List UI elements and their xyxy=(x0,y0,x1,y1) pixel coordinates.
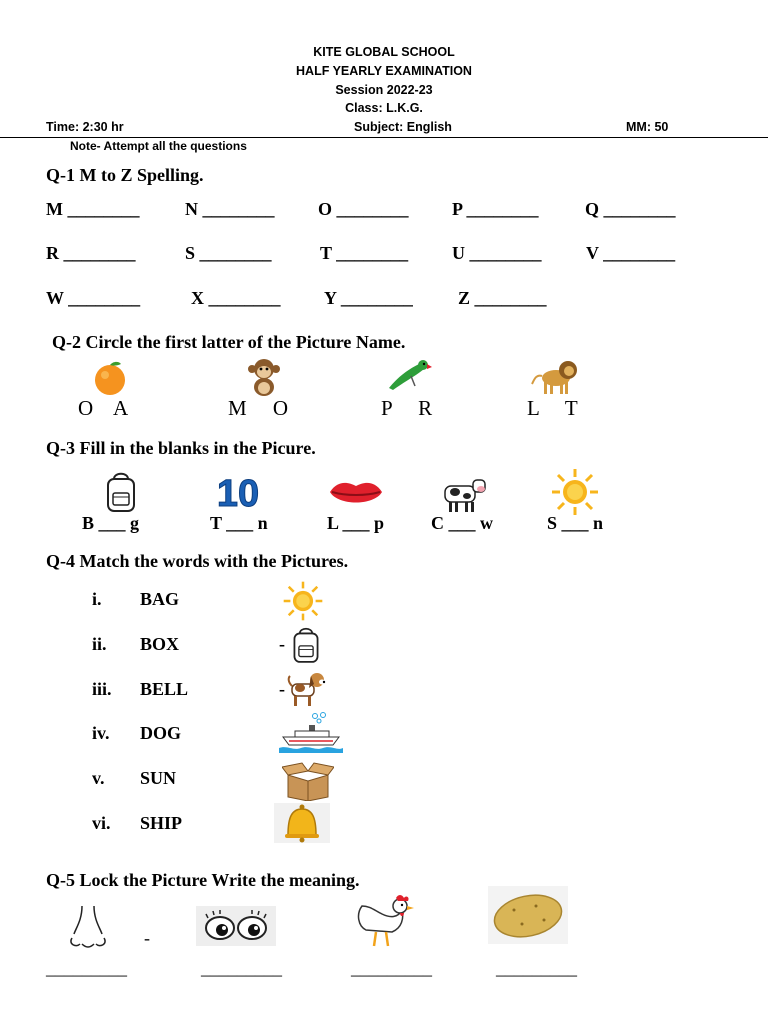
session: Session 2022-23 xyxy=(335,83,433,97)
q4-word: BAG xyxy=(140,589,180,609)
subject-label: Subject: English xyxy=(354,120,452,134)
q2-options-lion: L T xyxy=(527,396,578,420)
q1-cell: V ________ xyxy=(586,243,676,263)
q2-options-monkey: M O xyxy=(228,396,289,420)
bag-icon xyxy=(103,471,139,513)
q1-title: Q-1 M to Z Spelling. xyxy=(46,165,204,185)
note: Note- Attempt all the questions xyxy=(70,139,247,153)
q4-word: BOX xyxy=(140,634,180,654)
q2-options-parrot: P R xyxy=(381,396,433,420)
q1-cell: R ________ xyxy=(46,243,136,263)
hen-icon xyxy=(352,892,416,952)
box-icon xyxy=(282,761,334,801)
q1-cell: N ________ xyxy=(185,199,275,219)
number-ten-icon xyxy=(213,473,263,513)
cow-icon xyxy=(441,474,487,514)
bell-icon xyxy=(274,803,330,843)
orange-icon xyxy=(91,360,129,396)
q4-word: DOG xyxy=(140,723,182,743)
q4-num: vi. xyxy=(92,813,111,833)
q1-cell: M ________ xyxy=(46,199,140,219)
q4-num: v. xyxy=(92,768,105,788)
q3-blank-lips: L ___ p xyxy=(327,513,385,533)
q2-title: Q-2 Circle the first latter of the Picture Name. xyxy=(52,332,406,352)
q3-title: Q-3 Fill in the blanks in the Picure. xyxy=(46,438,316,458)
q4-title: Q-4 Match the words with the Pictures. xyxy=(46,551,349,571)
eyes-icon xyxy=(196,906,276,946)
school-name: KITE GLOBAL SCHOOL xyxy=(313,45,455,59)
q4-word: SHIP xyxy=(140,813,183,833)
q4-num: ii. xyxy=(92,634,107,654)
q5-blank: _________ xyxy=(496,958,577,978)
q3-blank-cow: C ___ w xyxy=(431,513,493,533)
q5-dot: - xyxy=(144,928,150,948)
q4-dash: - xyxy=(279,679,285,699)
q4-word: BELL xyxy=(140,679,189,699)
lion-icon xyxy=(530,356,578,396)
ship-icon xyxy=(279,711,343,753)
q5-blank: _________ xyxy=(201,958,282,978)
q1-cell: T ________ xyxy=(320,243,409,263)
parrot-icon xyxy=(383,356,433,392)
monkey-icon xyxy=(246,357,282,397)
q5-blank: _________ xyxy=(46,958,127,978)
q3-blank-sun: S ___ n xyxy=(547,513,604,533)
exam-title: HALF YEARLY EXAMINATION xyxy=(296,64,472,78)
q4-word: SUN xyxy=(140,768,177,788)
q1-cell: Q ________ xyxy=(585,199,676,219)
number-ten-text: 10 xyxy=(216,473,260,513)
q1-cell: U ________ xyxy=(452,243,542,263)
header-divider xyxy=(0,137,768,138)
q2-options-orange: O A xyxy=(78,396,129,420)
nose-icon xyxy=(66,904,110,950)
max-marks-label: MM: 50 xyxy=(626,120,669,134)
sun-icon xyxy=(282,580,324,622)
q4-num: iii. xyxy=(92,679,112,699)
sun-icon xyxy=(550,467,600,517)
q1-cell: X ________ xyxy=(191,288,281,308)
q1-cell: Y ________ xyxy=(324,288,413,308)
q3-blank-ten: T ___ n xyxy=(210,513,268,533)
q4-dash: - xyxy=(279,634,285,654)
potato-icon xyxy=(488,886,568,944)
dog-icon xyxy=(286,668,326,708)
time-label: Time: 2:30 hr xyxy=(46,120,124,134)
class-label: Class: L.K.G. xyxy=(345,101,423,115)
lips-icon xyxy=(328,478,384,508)
q5-blank: _________ xyxy=(351,958,432,978)
q1-cell: S ________ xyxy=(185,243,272,263)
q5-title: Q-5 Lock the Picture Write the meaning. xyxy=(46,870,360,890)
q4-num: i. xyxy=(92,589,102,609)
q1-cell: W ________ xyxy=(46,288,141,308)
q3-blank-bag: B ___ g xyxy=(82,513,140,533)
q1-cell: O ________ xyxy=(318,199,409,219)
q4-num: iv. xyxy=(92,723,110,743)
q1-cell: P ________ xyxy=(452,199,539,219)
q1-cell: Z ________ xyxy=(458,288,547,308)
bag-icon xyxy=(290,626,322,664)
